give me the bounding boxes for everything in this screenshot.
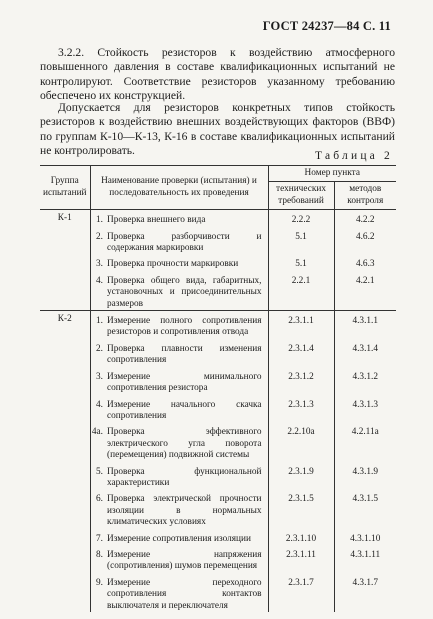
check-name: Проверка прочности маркировки [107,259,239,270]
table-row [40,534,396,550]
method-point: 4.3.1.1 [334,311,396,344]
req-point: 5.1 [268,232,334,260]
row-number: 8. [90,550,107,578]
table-row [40,276,396,311]
group-cell [40,232,90,260]
header-point: Номер пункта [268,166,396,182]
table-row [40,372,396,400]
group-cell: К-2 [40,311,90,344]
table-caption: Таблица 2 [315,150,393,162]
req-point: 2.3.1.11 [268,550,334,578]
req-point: 2.2.2 [268,210,334,232]
method-point: 4.3.1.3 [334,400,396,428]
row-number: 3. [90,259,107,275]
table-row [40,427,396,466]
check-name: Проверка эффективного электрического угла поворота (перемещения) подвижной системы [107,427,262,461]
group-cell [40,400,90,428]
req-point: 2.3.1.2 [268,372,334,400]
method-point: 4.3.1.2 [334,372,396,400]
method-point: 4.3.1.4 [334,344,396,372]
check-name: Проверка разборчивости и содержания маркировки [107,231,262,254]
method-point: 4.2.1 [334,276,396,311]
req-point: 2.2.1 [268,276,334,311]
row-number: 4. [90,400,107,428]
req-point: 2.3.1.4 [268,344,334,372]
row-number: 5. [90,467,107,495]
check-name: Измерение сопротивления изоляции [107,533,251,544]
method-point: 4.2.2 [334,210,396,232]
req-point: 2.3.1.10 [268,534,334,550]
table-row [40,311,396,344]
row-number: 6. [90,494,107,533]
req-point: 2.3.1.1 [268,311,334,344]
paragraph-3-2-2: 3.2.2. Стойкость резисторов к воздействию атмосферного повышенного давления в составе квалификационных испытаний не контролируют. Соответствие резисторов указанному требованию обеспечено их конструкцией. [40,46,395,102]
check-name: Проверка общего вида, габаритных, установочных и присоединительных размеров [107,275,262,309]
group-cell [40,578,90,612]
group-cell [40,494,90,533]
group-cell: К-1 [57,213,72,224]
method-point: 4.3.1.5 [334,494,396,533]
table-row [40,400,396,428]
group-cell [40,534,90,550]
group-cell [40,344,90,372]
header-req: технических требований [268,182,334,210]
row-number: 4. [90,276,107,311]
method-point: 4.3.1.9 [334,467,396,495]
req-point: 5.1 [268,259,334,275]
table-body [40,210,396,612]
row-number: 9. [90,578,107,612]
check-name: Измерение напряжения (сопротивления) шумов перемещения [107,549,262,572]
method-point: 4.2.11а [334,427,396,466]
table-row [40,259,396,275]
header-name: Наименование проверки (испытания) и последовательность их проведения [90,166,268,210]
table-row [40,232,396,260]
table-row [40,494,396,533]
method-point: 4.6.2 [334,232,396,260]
check-name: Проверка функциональной характеристики [107,466,262,488]
method-point: 4.3.1.7 [334,578,396,612]
check-name: Измерение полного сопротивления резисторов и сопротивления отвода [107,311,268,344]
group-cell [40,467,90,495]
paragraph-allowance: Допускается для резисторов конкретных типов стойкость резисторов к воздействию внешних воздействующих факторов (ВВФ) по группам К-10—К-13, К-16 в составе квалификационных испытаний не контролировать. [40,101,395,157]
row-number: 7. [90,534,107,550]
req-point: 2.3.1.5 [268,494,334,533]
check-name: Проверка электрической прочности изоляции в нормальных климатических условиях [107,494,262,528]
req-point: 2.3.1.3 [268,400,334,428]
check-name: Измерение начального скачка сопротивления [107,399,262,421]
req-point: 2.2.10а [268,427,334,466]
group-cell [40,276,90,311]
table-row [40,344,396,372]
group-cell [40,550,90,578]
group-cell [40,372,90,400]
check-name: Измерение переходного сопротивления контактов выключателя и переключателя [107,577,262,611]
row-number: 2. [90,232,107,260]
tests-table [40,165,396,612]
header-methods: методов контроля [334,182,396,210]
check-name: Измерение минимального сопротивления резистора [107,371,262,394]
table-row [40,578,396,612]
table-row [40,467,396,495]
row-number: 3. [90,372,107,400]
check-name: Проверка плавности изменения сопротивления [107,343,262,366]
page-header: ГОСТ 24237—84 С. 11 [262,19,391,33]
method-point: 4.6.3 [334,259,396,275]
header-group: Группа испытаний [40,166,90,210]
group-cell [40,259,90,275]
req-point: 2.3.1.9 [268,467,334,495]
row-number: 2. [90,344,107,372]
group-cell [40,427,90,466]
table-row [40,210,396,232]
req-point: 2.3.1.7 [268,578,334,612]
row-number: 1. [90,210,107,232]
row-number: 4а. [90,427,107,466]
row-number: 1. [90,311,107,344]
table-row [40,550,396,578]
check-name: Проверка внешнего вида [107,215,206,226]
method-point: 4.3.1.10 [334,534,396,550]
method-point: 4.3.1.11 [334,550,396,578]
